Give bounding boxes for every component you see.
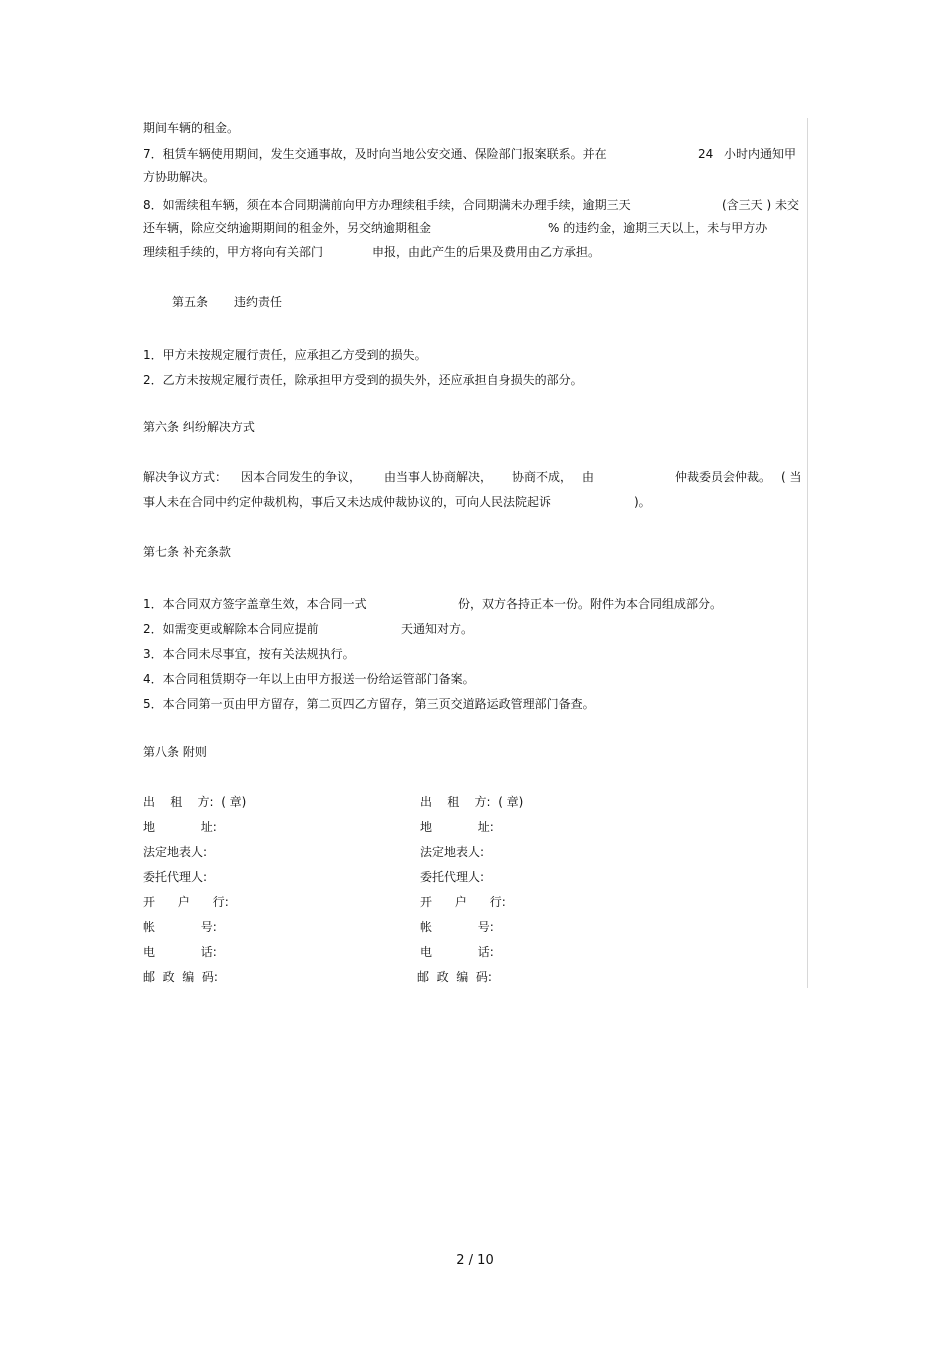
dispute-text: 事人未在合同中约定仲裁机构，事后又未达成仲裁协议的，可向人民法院起诉 [143,495,552,509]
body-line: 方协助解决。 [143,170,216,184]
article-5-title: 违约责任 [234,295,283,309]
body-line: % 的违约金，逾期三天以上，未与甲方办 [548,221,768,235]
list-item: 2．如需变更或解除本合同应提前 [143,622,319,636]
clause-7-text-end: 小时内通知甲 [724,147,797,161]
list-item: 1．甲方未按规定履行责任，应承担乙方受到的损失。 [143,348,427,362]
sig-right-postcode: 邮 政 编 码: [417,970,492,984]
sig-right-address: 地 址: [420,820,494,834]
article-6-heading: 第六条 纠纷解决方式 [143,420,255,434]
sig-left-account: 帐 号: [143,920,217,934]
body-line: 理续租手续的，甲方将向有关部门 [143,245,324,259]
dispute-text: 由 [582,470,595,484]
clause-7-text: 7．租赁车辆使用期间，发生交通事故，及时向当地公安交通、保险部门报案联系。并在 [143,147,607,161]
sig-right-account: 帐 号: [420,920,494,934]
sig-right-phone: 电 话: [420,945,494,959]
margin-rule [807,118,808,988]
body-line: 申报，由此产生的后果及费用由乙方承担。 [372,245,601,259]
sig-left-lessor: 出 租 方: ( 章) [143,795,247,809]
dispute-text: 因本合同发生的争议， [241,470,362,484]
dispute-text: 协商不成， [512,470,573,484]
list-item: 份，双方各持正本一份。附件为本合同组成部分。 [458,597,723,611]
sig-left-agent: 委托代理人: [143,870,208,884]
dispute-text: )。 [634,495,651,509]
sig-left-phone: 电 话: [143,945,217,959]
article-5-number: 第五条 [172,295,209,309]
sig-left-address: 地 址: [143,820,217,834]
sig-left-legal-rep: 法定地表人: [143,845,208,859]
sig-right-legal-rep: 法定地表人: [420,845,485,859]
sig-right-lessor: 出 租 方: ( 章) [420,795,524,809]
body-line: 期间车辆的租金。 [143,121,240,135]
sig-left-postcode: 邮 政 编 码: [143,970,218,984]
sig-left-bank: 开 户 行: [143,895,229,909]
list-item: 5．本合同第一页由甲方留存，第二页四乙方留存，第三页交道路运政管理部门备查。 [143,697,595,711]
dispute-text: ( 当 [781,470,802,484]
sig-right-bank: 开 户 行: [420,895,506,909]
sig-right-agent: 委托代理人: [420,870,485,884]
clause-8-text-end: (含三天 ) 未交 [722,198,799,212]
article-7-heading: 第七条 补充条款 [143,545,231,559]
list-item: 天通知对方。 [401,622,474,636]
list-item: 1．本合同双方签字盖章生效，本合同一式 [143,597,367,611]
article-8-heading: 第八条 附则 [143,745,207,759]
clause-8-text: 8．如需续租车辆，须在本合同期满前向甲方办理续租手续，合同期满未办理手续，逾期三天 [143,198,631,212]
dispute-text: 由当事人协商解决， [384,470,493,484]
list-item: 2．乙方未按规定履行责任，除承担甲方受到的损失外，还应承担自身损失的部分。 [143,373,583,387]
dispute-text: 仲裁委员会仲裁。 [675,470,772,484]
body-line: 还车辆，除应交纳逾期期间的租金外，另交纳逾期租金 [143,221,432,235]
list-item: 3．本合同未尽事宜，按有关法规执行。 [143,647,355,661]
list-item: 4．本合同租赁期夺一年以上由甲方报送一份给运管部门备案。 [143,672,475,686]
clause-7-hours: 24 [698,147,714,161]
dispute-text: 解决争议方式： [143,470,228,484]
page-number: 2 / 10 [456,1253,494,1268]
